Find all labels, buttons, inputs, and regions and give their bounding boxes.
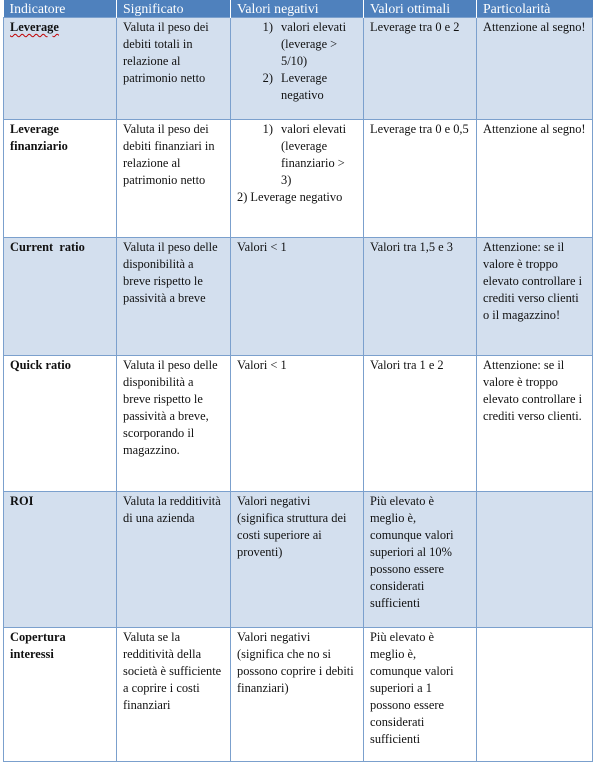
negative-cell: Valori < 1 — [231, 238, 364, 356]
header-indicatore: Indicatore — [4, 0, 117, 18]
optimal-cell: Più elevato è meglio è, comunque valori superiori al 10% possono essere considerati sufficienti — [364, 492, 477, 628]
table-row — [4, 18, 593, 120]
notes-cell: Attenzione al segno! — [477, 120, 593, 238]
optimal-cell: Leverage tra 0 e 2 — [364, 18, 477, 120]
table-row — [4, 356, 593, 492]
table-row — [4, 238, 593, 356]
meaning-cell: Valuta la redditività di una azienda — [117, 492, 231, 628]
negative-cell: Valori negativi (significa che no si possono coprire i debiti finanziari) — [231, 628, 364, 762]
negative-cell: Valori negativi (significa struttura dei costi superiore ai proventi) — [231, 492, 364, 628]
notes-cell: Attenzione: se il valore è troppo elevato controllare i crediti verso clienti o il magazzino! — [477, 238, 593, 356]
indicator-name: Leverage finanziario — [4, 120, 117, 238]
list-item: 1) valori elevati (leverage > 5/10) — [262, 20, 347, 68]
notes-cell: Attenzione: se il valore è troppo elevato controllare i crediti verso clienti. — [477, 356, 593, 492]
optimal-cell: Valori tra 1,5 e 3 — [364, 238, 477, 356]
table-row — [4, 628, 593, 762]
header-valori-ottimali: Valori ottimali — [364, 0, 477, 18]
notes-cell — [477, 492, 593, 628]
indicator-name: ROI — [4, 492, 117, 628]
indicator-name: Copertura interessi — [4, 628, 117, 762]
optimal-cell: Leverage tra 0 e 0,5 — [364, 120, 477, 238]
meaning-cell: Valuta il peso delle disponibilità a breve rispetto le passività a breve, scorporando il magazzino. — [117, 356, 231, 492]
indicators-table — [3, 0, 593, 762]
list-item: 2) Leverage negativo — [262, 71, 328, 102]
meaning-cell: Valuta il peso dei debiti totali in relazione al patrimonio netto — [117, 18, 231, 120]
header-significato: Significato — [117, 0, 231, 18]
table-row — [4, 492, 593, 628]
notes-cell — [477, 628, 593, 762]
negative-cell — [231, 120, 364, 238]
notes-cell: Attenzione al segno! — [477, 18, 593, 120]
optimal-cell: Più elevato è meglio è, comunque valori superiori a 1 possono essere considerati sufficienti — [364, 628, 477, 762]
header-particolarita: Particolarità — [477, 0, 593, 18]
header-row — [4, 0, 593, 18]
meaning-cell: Valuta se la redditività della società è sufficiente a coprire i costi finanziari — [117, 628, 231, 762]
header-valori-negativi: Valori negativi — [231, 0, 364, 18]
negative-cell: Valori < 1 — [231, 356, 364, 492]
negative-extra: 2) Leverage negativo — [237, 190, 343, 204]
meaning-cell: Valuta il peso dei debiti finanziari in relazione al patrimonio netto — [117, 120, 231, 238]
indicator-name: Leverage — [4, 18, 117, 120]
table-row — [4, 120, 593, 238]
indicator-name: Quick ratio — [4, 356, 117, 492]
negative-list — [237, 19, 357, 104]
meaning-cell: Valuta il peso delle disponibilità a breve rispetto le passività a breve — [117, 238, 231, 356]
optimal-cell: Valori tra 1 e 2 — [364, 356, 477, 492]
negative-list — [237, 121, 357, 189]
indicator-name: Current ratio — [4, 238, 117, 356]
list-item: 1) valori elevati (leverage finanziario > 3) — [262, 122, 347, 187]
negative-cell — [231, 18, 364, 120]
